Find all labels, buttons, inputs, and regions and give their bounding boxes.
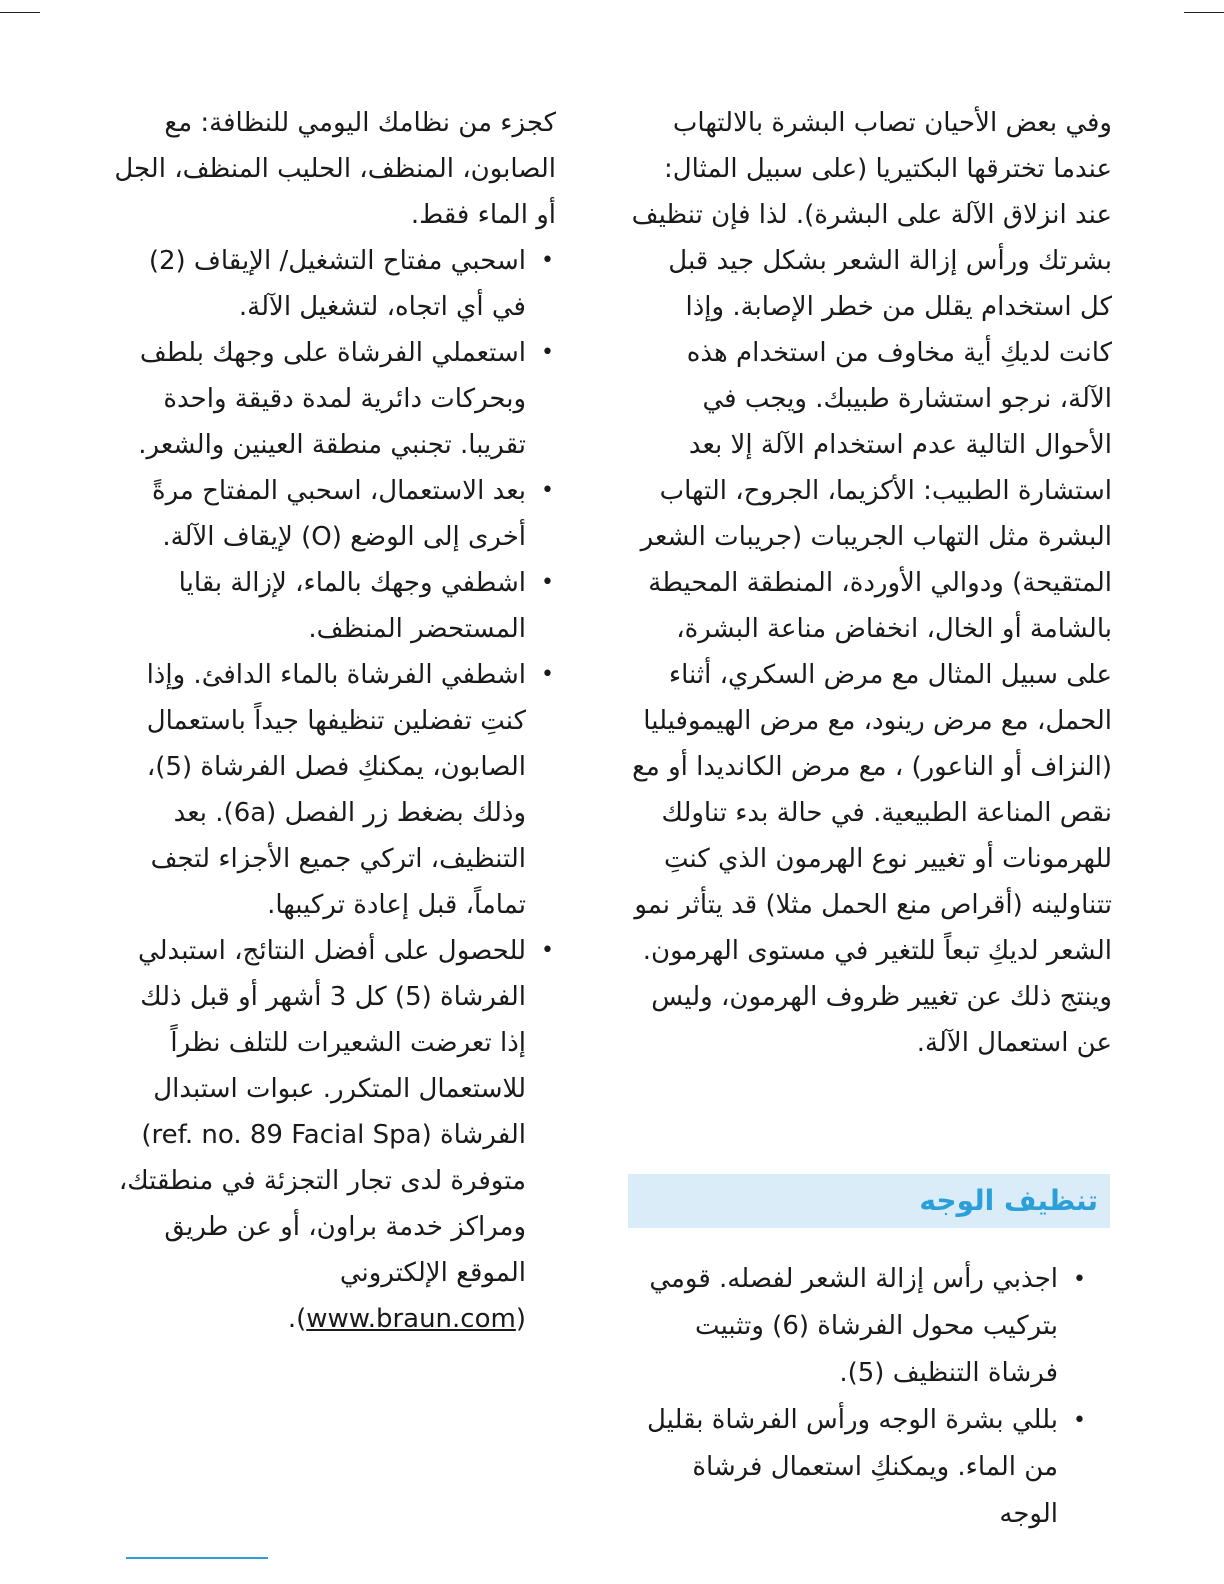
list-item bbox=[108, 238, 556, 330]
bullet-icon: • bbox=[541, 340, 554, 365]
face-cleaning-list bbox=[640, 1256, 1088, 1538]
list-item bbox=[108, 652, 556, 928]
list-item-text: بعد الاستعمال، اسحبي المفتاح مرةً أخرى إلى الوضع (O) لإيقاف الآلة. bbox=[151, 476, 526, 552]
bullet-icon: • bbox=[1073, 1267, 1086, 1292]
list-item bbox=[108, 928, 556, 1342]
list-item-text: اشطفي الفرشاة بالماء الدافئ. وإذا كنتِ تفضلين تنظيفها جيداً باستعمال الصابون، يمكنكِ فصل الفرشاة (5)، وذلك بضغط زر الفصل (6a). بعد التنظيف، اتركي جميع الأجزاء لتجف تماماً، قبل إعادة تركيبها. bbox=[146, 660, 526, 920]
footer-rule bbox=[126, 1557, 268, 1559]
bullet-icon: • bbox=[541, 938, 554, 963]
list-item-text: للحصول على أفضل النتائج، استبدلي الفرشاة (5) كل 3 أشهر أو قبل ذلك إذا تعرضت الشعيرات للتلف نظراً للاستعمال المتكرر. عبوات استبدال الفرشاة (ref. no. 89 Facial Spa) متوفرة لدى تجار التجزئة في منطقتك، ومراكز خدمة براون، أو عن طريق الموقع الإلكتروني ( bbox=[118, 936, 526, 1334]
section-header bbox=[628, 1174, 1110, 1228]
list-item bbox=[640, 1397, 1088, 1538]
bullet-icon: • bbox=[541, 248, 554, 273]
bullet-icon: • bbox=[1073, 1408, 1086, 1433]
list-item-text: بللي بشرة الوجه ورأس الفرشاة بقليل من الماء. ويمكنكِ استعمال فرشاة الوجه bbox=[646, 1405, 1058, 1529]
list-item bbox=[108, 560, 556, 652]
crop-mark-left bbox=[0, 12, 40, 13]
list-item-text: اسحبي مفتاح التشغيل/ الإيقاف (2) في أي اتجاه، لتشغيل الآلة. bbox=[148, 246, 526, 322]
skin-inflation-paragraph: وفي بعض الأحيان تصاب البشرة بالالتهاب عندما تخترقها البكتيريا (على سبيل المثال: عند انزلاق الآلة على البشرة). لذا فإن تنظيف بشرتك ورأس إزالة الشعر بشكل جيد قبل كل استخدام يقلل من خطر الإصابة. وإذا كانت لديكِ أية مخاوف من استخدام هذه الآلة، نرجو استشارة طبيبك. ويجب في الأحوال التالية عدم استخدام الآلة إلا بعد استشارة الطبيب: الأكزيما، الجروح، التهاب البشرة مثل التهاب الجريبات (جريبات الشعر المتقيحة) ودوالي الأوردة، المنطقة المحيطة بالشامة أو الخال، انخفاض مناعة البشرة، على سبيل المثال مع مرض السكري، أثناء الحمل، مع مرض رينود، مع مرض الهيموفيليا (النزاف أو الناعور) ، مع مرض الكانديدا أو مع نقص المناعة الطبيعية. في حالة بدء تناولك للهرمونات أو تغيير نوع الهرمون الذي كنتِ تتناولينه (أقراص منع الحمل مثلا) قد يتأثر نمو الشعر لديكِ تبعاً للتغير في مستوى الهرمون. وينتج ذلك عن تغيير ظروف الهرمون، وليس عن استعمال الآلة. bbox=[631, 108, 1112, 1058]
left-column bbox=[108, 100, 556, 1342]
intro-paragraph: كجزء من نظامك اليومي للنظافة: مع الصابون، المنظف، الحليب المنظف، الجل أو الماء فقط. bbox=[114, 108, 556, 230]
bullet-icon: • bbox=[541, 478, 554, 503]
bullet-icon: • bbox=[541, 570, 554, 595]
right-column bbox=[628, 100, 1112, 1066]
list-item-text: استعملي الفرشاة على وجهك بلطف وبحركات دائرية لمدة دقيقة واحدة تقريبا. تجنبي منطقة العينين والشعر. bbox=[138, 338, 526, 460]
crop-mark-right bbox=[1184, 12, 1224, 13]
list-item-suffix: ). bbox=[287, 1304, 307, 1334]
list-item-text: اجذبي رأس إزالة الشعر لفصله. قومي بتركيب محول الفرشاة (6) وتثبيت فرشاة التنظيف (5). bbox=[649, 1264, 1058, 1388]
list-item bbox=[640, 1256, 1088, 1397]
list-item bbox=[108, 468, 556, 560]
list-item-text: اشطفي وجهك بالماء، لإزالة بقايا المستحضر المنظف. bbox=[178, 568, 526, 644]
section-title: تنظيف الوجه bbox=[919, 1184, 1098, 1217]
list-item bbox=[108, 330, 556, 468]
braun-website-link[interactable]: www.braun.com bbox=[306, 1304, 516, 1334]
bullet-icon: • bbox=[541, 662, 554, 687]
